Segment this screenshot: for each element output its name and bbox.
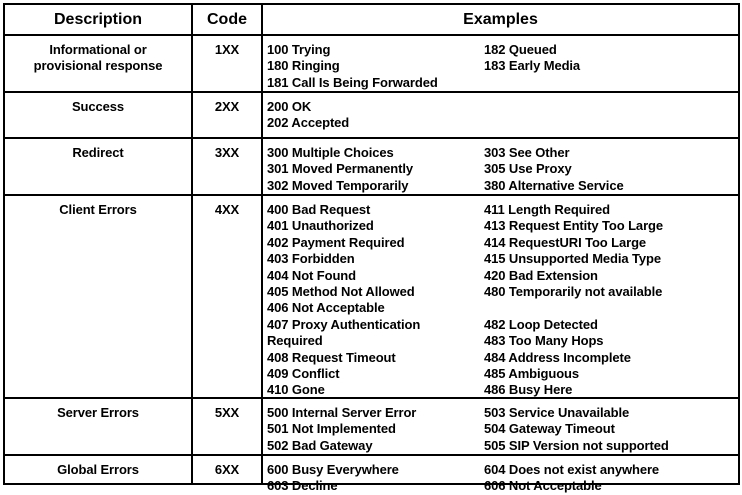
example-code-item: 505 SIP Version not supported bbox=[484, 437, 669, 453]
example-code-item: 400 Bad Request bbox=[267, 202, 371, 217]
example-code-item: 414 RequestURI Too Large bbox=[484, 234, 647, 250]
example-code-item: 300 Multiple Choices bbox=[267, 145, 394, 160]
row-examples bbox=[263, 196, 738, 397]
examples-column-right bbox=[484, 202, 734, 399]
row-code: 6XX bbox=[193, 456, 263, 483]
description-line: Server Errors bbox=[57, 405, 139, 420]
example-code-item: 181 Call Is Being Forwarded bbox=[267, 74, 438, 90]
row-code: 5XX bbox=[193, 399, 263, 454]
row-code: 3XX bbox=[193, 139, 263, 194]
example-code-item: 409 Conflict bbox=[267, 366, 340, 382]
examples-column-left bbox=[267, 202, 479, 399]
example-code-item: 202 Accepted bbox=[267, 115, 350, 131]
table-row bbox=[5, 139, 738, 196]
example-code-item: 413 Request Entity Too Large bbox=[484, 218, 663, 234]
example-code-item: 301 Moved Permanently bbox=[267, 161, 414, 177]
examples-column-left bbox=[267, 405, 479, 454]
table-header-row bbox=[5, 5, 738, 36]
row-examples bbox=[263, 93, 738, 137]
description-line: Success bbox=[71, 99, 125, 114]
examples-column-right bbox=[484, 145, 734, 194]
example-code-item: 380 Alternative Service bbox=[484, 177, 624, 193]
example-code-item: 302 Moved Temporarily bbox=[267, 177, 409, 193]
example-code-item: 484 Address Incomplete bbox=[484, 349, 631, 365]
table-row bbox=[5, 36, 738, 93]
row-examples bbox=[263, 399, 738, 454]
example-code-item: 503 Service Unavailable bbox=[484, 405, 630, 420]
example-code-item: 501 Not Implemented bbox=[267, 421, 396, 437]
example-code-item: 500 Internal Server Error bbox=[267, 405, 417, 420]
row-examples bbox=[263, 139, 738, 194]
row-description bbox=[5, 93, 193, 137]
example-code-item: 410 Gone bbox=[267, 382, 325, 398]
example-code-item: 303 See Other bbox=[484, 145, 570, 160]
example-code-item: 483 Too Many Hops bbox=[484, 333, 604, 349]
examples-column-right bbox=[484, 42, 734, 75]
table-row bbox=[5, 196, 738, 399]
description-line: Global Errors bbox=[57, 462, 139, 477]
header-examples: Examples bbox=[463, 11, 538, 28]
examples-column-left bbox=[267, 145, 479, 194]
example-code-item: 402 Payment Required bbox=[267, 234, 405, 250]
examples-column-left bbox=[267, 462, 479, 495]
examples-column-left bbox=[267, 99, 479, 132]
example-code-item: Required bbox=[267, 333, 323, 349]
example-code-item: 606 Not Acceptable bbox=[484, 478, 602, 494]
example-code-item: 482 Loop Detected bbox=[484, 316, 598, 332]
table-row bbox=[5, 93, 738, 139]
row-description bbox=[5, 456, 193, 483]
description-line: Informational or bbox=[49, 42, 147, 57]
example-code-item: 180 Ringing bbox=[267, 58, 340, 74]
example-code-item: 405 Method Not Allowed bbox=[267, 284, 415, 300]
example-code-item: 407 Proxy Authentication bbox=[267, 316, 421, 332]
example-code-item: 401 Unauthorized bbox=[267, 218, 374, 234]
header-description: Description bbox=[5, 5, 193, 34]
example-code-item: 100 Trying bbox=[267, 42, 331, 57]
description-line: Redirect bbox=[72, 145, 124, 160]
example-code-item: 604 Does not exist anywhere bbox=[484, 462, 660, 477]
example-code-item: 603 Decline bbox=[267, 478, 338, 494]
example-code-item: 480 Temporarily not available bbox=[484, 284, 663, 300]
example-code-item: 486 Busy Here bbox=[484, 382, 573, 398]
example-code-item: 404 Not Found bbox=[267, 267, 356, 283]
row-description bbox=[5, 196, 193, 397]
example-code-item: 200 OK bbox=[267, 99, 312, 114]
example-code-item: 406 Not Acceptable bbox=[267, 300, 385, 316]
example-code-item: 485 Ambiguous bbox=[484, 366, 580, 382]
row-examples bbox=[263, 36, 738, 91]
example-code-item: 403 Forbidden bbox=[267, 251, 355, 267]
status-code-table bbox=[3, 3, 740, 494]
example-code-item: 411 Length Required bbox=[484, 202, 610, 217]
header-code: Code bbox=[193, 5, 263, 34]
example-code-item: 183 Early Media bbox=[484, 58, 581, 74]
description-line: provisional response bbox=[33, 58, 163, 74]
example-code-item: 305 Use Proxy bbox=[484, 161, 572, 177]
examples-column-right bbox=[484, 405, 734, 454]
description-line: Client Errors bbox=[59, 202, 137, 217]
example-code-item: 408 Request Timeout bbox=[267, 349, 396, 365]
example-code-item: 182 Queued bbox=[484, 42, 557, 57]
example-code-item: 600 Busy Everywhere bbox=[267, 462, 399, 477]
row-examples bbox=[263, 456, 738, 494]
row-description bbox=[5, 399, 193, 454]
row-description bbox=[5, 36, 193, 91]
row-code: 2XX bbox=[193, 93, 263, 137]
row-code: 4XX bbox=[193, 196, 263, 397]
table-row bbox=[5, 399, 738, 456]
example-code-item: 420 Bad Extension bbox=[484, 267, 598, 283]
row-code: 1XX bbox=[193, 36, 263, 91]
example-code-item: 502 Bad Gateway bbox=[267, 437, 373, 453]
example-code-item bbox=[484, 300, 734, 316]
row-description bbox=[5, 139, 193, 194]
examples-column-right bbox=[484, 462, 734, 495]
table-row bbox=[5, 456, 738, 494]
example-code-item: 415 Unsupported Media Type bbox=[484, 251, 662, 267]
examples-column-left bbox=[267, 42, 479, 91]
example-code-item: 504 Gateway Timeout bbox=[484, 421, 615, 437]
